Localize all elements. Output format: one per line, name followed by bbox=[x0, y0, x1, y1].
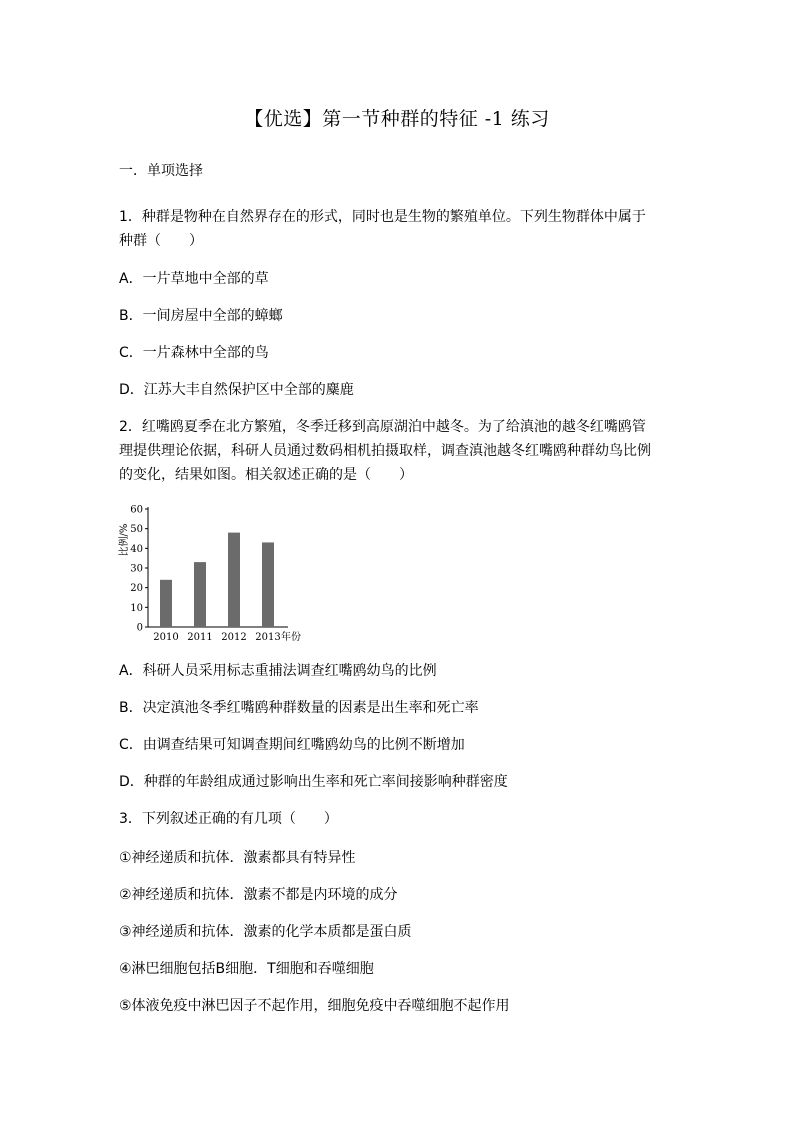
question-2-option-a: A．科研人员采用标志重捕法调查红嘴鸥幼鸟的比例 bbox=[119, 663, 437, 679]
question-3-stem: 3．下列叙述正确的有几项（ ） bbox=[119, 811, 338, 827]
question-1-option-d: D．江苏大丰自然保护区中全部的麋鹿 bbox=[119, 382, 354, 398]
question-2-stem-line-1: 2．红嘴鸥夏季在北方繁殖，冬季迁移到高原湖泊中越冬。为了给滇池的越冬红嘴鸥管 bbox=[119, 419, 646, 435]
x-tick-label: 2010 bbox=[153, 632, 179, 643]
question-1-option-a: A．一片草地中全部的草 bbox=[119, 271, 269, 287]
y-axis-label: 比例/% bbox=[119, 523, 130, 557]
bar-2012 bbox=[228, 533, 240, 627]
x-tick-label: 2013 bbox=[255, 632, 281, 643]
y-tick-label: 30 bbox=[130, 563, 143, 575]
y-tick-label: 40 bbox=[130, 543, 143, 555]
question-3-item-4: ④淋巴细胞包括B细胞．T细胞和吞噬细胞 bbox=[119, 961, 374, 977]
question-2-stem-line-3: 的变化，结果如图。相关叙述正确的是（ ） bbox=[119, 467, 413, 483]
x-tick-label: 2012 bbox=[221, 632, 247, 643]
question-2-option-c: C．由调查结果可知调查期间红嘴鸥幼鸟的比例不断增加 bbox=[119, 737, 465, 753]
x-tick-label: 2011 bbox=[187, 632, 213, 643]
question-3-item-2: ②神经递质和抗体．激素不都是内环境的成分 bbox=[119, 887, 398, 903]
bar-2010 bbox=[160, 580, 172, 627]
page-title: 【优选】第一节种群的特征 -1 练习 bbox=[244, 108, 550, 130]
question-1-stem-line-2: 种群（ ） bbox=[119, 233, 203, 249]
y-tick-label: 50 bbox=[130, 524, 143, 536]
x-axis-label: 年份 bbox=[281, 632, 301, 643]
question-2-option-b: B．决定滇池冬季红嘴鸥种群数量的因素是出生率和死亡率 bbox=[119, 700, 479, 716]
y-tick-label: 60 bbox=[130, 504, 143, 516]
bar-2013 bbox=[262, 542, 274, 627]
question-2-option-d: D．种群的年龄组成通过影响出生率和死亡率间接影响种群密度 bbox=[119, 774, 508, 790]
y-tick-label: 10 bbox=[130, 602, 143, 614]
question-3-item-1: ①神经递质和抗体．激素都具有特异性 bbox=[119, 850, 356, 866]
y-tick-label: 0 bbox=[136, 622, 143, 634]
y-tick-label: 20 bbox=[130, 583, 143, 595]
question-1-stem-line-1: 1．种群是物种在自然界存在的形式，同时也是生物的繁殖单位。下列生物群体中属于 bbox=[119, 209, 646, 225]
bar-chart bbox=[118, 500, 318, 650]
question-3-item-5: ⑤体液免疫中淋巴因子不起作用，细胞免疫中吞噬细胞不起作用 bbox=[119, 998, 510, 1014]
question-2-stem-line-2: 理提供理论依据，科研人员通过数码相机拍摄取样，调查滇池越冬红嘴鸥种群幼鸟比例 bbox=[119, 443, 651, 459]
question-1-option-b: B．一间房屋中全部的蟑螂 bbox=[119, 308, 283, 324]
question-3-item-3: ③神经递质和抗体．激素的化学本质都是蛋白质 bbox=[119, 924, 412, 940]
bar-2011 bbox=[194, 562, 206, 627]
section-heading: 一．单项选择 bbox=[119, 163, 203, 179]
question-1-option-c: C．一片森林中全部的鸟 bbox=[119, 345, 269, 361]
